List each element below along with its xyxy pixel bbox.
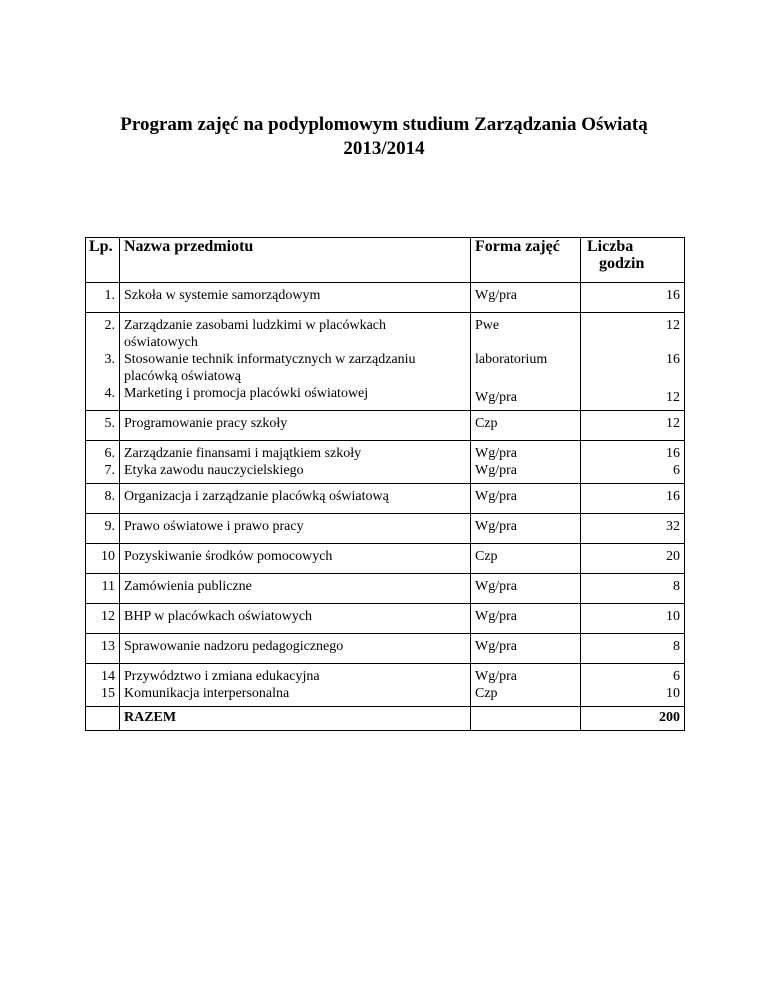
row-name-group — [120, 664, 471, 707]
row-lp: 11 — [86, 574, 120, 604]
row-lp: 14 — [101, 669, 115, 684]
header-hours-line-2: godzin — [599, 255, 645, 272]
row-forma-group — [471, 313, 581, 411]
row-name: Marketing i promocja placówki oświatowej — [124, 386, 369, 401]
table-row — [86, 574, 685, 604]
table-row — [86, 283, 685, 313]
row-name: Sprawowanie nadzoru pedagogicznego — [120, 634, 471, 664]
row-forma: Wg/pra — [471, 574, 581, 604]
row-lp: 6. — [104, 446, 115, 461]
row-lp: 13 — [86, 634, 120, 664]
row-hours: 16 — [666, 446, 680, 461]
row-name: Stosowanie technik informatycznych w zarządzaniu — [124, 352, 416, 367]
row-forma: Wg/pra — [471, 604, 581, 634]
row-lp: 1. — [86, 283, 120, 313]
table-row-group — [86, 441, 685, 484]
row-lp-group — [86, 313, 120, 411]
row-forma: Wg/pra — [471, 514, 581, 544]
row-lp: 3. — [104, 352, 115, 367]
row-forma: Wg/pra — [475, 446, 517, 461]
row-lp: 2. — [104, 318, 115, 333]
row-name: Etyka zawodu nauczycielskiego — [124, 463, 304, 478]
row-forma: Czp — [475, 686, 498, 701]
row-lp: 5. — [86, 411, 120, 441]
row-hours: 10 — [581, 604, 685, 634]
row-forma: laboratorium — [475, 352, 548, 367]
row-name-group — [120, 313, 471, 411]
row-hours: 16 — [666, 352, 680, 367]
table-row-group — [86, 313, 685, 411]
row-hours: 8 — [581, 634, 685, 664]
row-name: Szkoła w systemie samorządowym — [120, 283, 471, 313]
row-name-continued: oświatowych — [124, 335, 198, 350]
row-lp: 15 — [101, 686, 115, 701]
row-forma-group — [471, 664, 581, 707]
total-label: RAZEM — [120, 707, 471, 731]
row-lp: 12 — [86, 604, 120, 634]
table-row — [86, 514, 685, 544]
row-name: Komunikacja interpersonalna — [124, 686, 290, 701]
document-title — [0, 113, 768, 161]
row-hours: 32 — [581, 514, 685, 544]
table-row — [86, 484, 685, 514]
total-lp-empty — [86, 707, 120, 731]
row-name: Przywództwo i zmiana edukacyjna — [124, 669, 320, 684]
row-forma: Wg/pra — [471, 283, 581, 313]
row-hours: 12 — [666, 318, 680, 333]
header-hours — [581, 238, 685, 283]
row-forma: Wg/pra — [471, 484, 581, 514]
row-hours: 8 — [581, 574, 685, 604]
header-lp: Lp. — [86, 238, 120, 283]
program-table — [85, 237, 685, 731]
total-forma-empty — [471, 707, 581, 731]
title-line-1: Program zajęć na podyplomowym studium Zarządzania Oświatą — [120, 114, 648, 135]
row-hours-group — [581, 664, 685, 707]
row-name: Zamówienia publiczne — [120, 574, 471, 604]
row-forma: Pwe — [475, 318, 500, 333]
header-hours-line-1: Liczba — [587, 238, 634, 255]
row-hours: 20 — [581, 544, 685, 574]
row-name-group — [120, 441, 471, 484]
row-lp: 4. — [104, 386, 115, 401]
table-row-group — [86, 664, 685, 707]
row-lp: 9. — [86, 514, 120, 544]
row-hours: 12 — [581, 411, 685, 441]
row-hours: 16 — [581, 283, 685, 313]
row-lp: 10 — [86, 544, 120, 574]
table-row — [86, 544, 685, 574]
row-name: Pozyskiwanie środków pomocowych — [120, 544, 471, 574]
row-name: Programowanie pracy szkoły — [120, 411, 471, 441]
row-forma: Wg/pra — [475, 669, 517, 684]
row-hours: 6 — [673, 463, 680, 478]
row-name: Organizacja i zarządzanie placówką oświatową — [120, 484, 471, 514]
row-hours: 10 — [666, 686, 680, 701]
row-lp-group — [86, 664, 120, 707]
row-hours: 16 — [581, 484, 685, 514]
row-forma: Wg/pra — [475, 390, 517, 405]
row-hours: 6 — [673, 669, 680, 684]
row-name-continued: placówką oświatową — [124, 369, 242, 384]
row-forma: Wg/pra — [471, 634, 581, 664]
row-hours: 12 — [666, 390, 680, 405]
row-forma: Czp — [471, 544, 581, 574]
row-lp: 8. — [86, 484, 120, 514]
row-forma: Czp — [471, 411, 581, 441]
total-hours: 200 — [581, 707, 685, 731]
row-name: Zarządzanie zasobami ludzkimi w placówkach — [124, 318, 386, 333]
title-line-2: 2013/2014 — [343, 138, 425, 159]
row-hours-group — [581, 313, 685, 411]
row-forma-group — [471, 441, 581, 484]
table-row — [86, 634, 685, 664]
row-forma: Wg/pra — [475, 463, 517, 478]
row-name: BHP w placówkach oświatowych — [120, 604, 471, 634]
row-lp: 7. — [104, 463, 115, 478]
row-name: Zarządzanie finansami i majątkiem szkoły — [124, 446, 362, 461]
row-lp-group — [86, 441, 120, 484]
table-row — [86, 411, 685, 441]
table-row — [86, 604, 685, 634]
table-header-row — [86, 238, 685, 283]
total-row — [86, 707, 685, 731]
row-hours-group — [581, 441, 685, 484]
row-name: Prawo oświatowe i prawo pracy — [120, 514, 471, 544]
header-name: Nazwa przedmiotu — [120, 238, 471, 283]
header-forma: Forma zajęć — [471, 238, 581, 283]
